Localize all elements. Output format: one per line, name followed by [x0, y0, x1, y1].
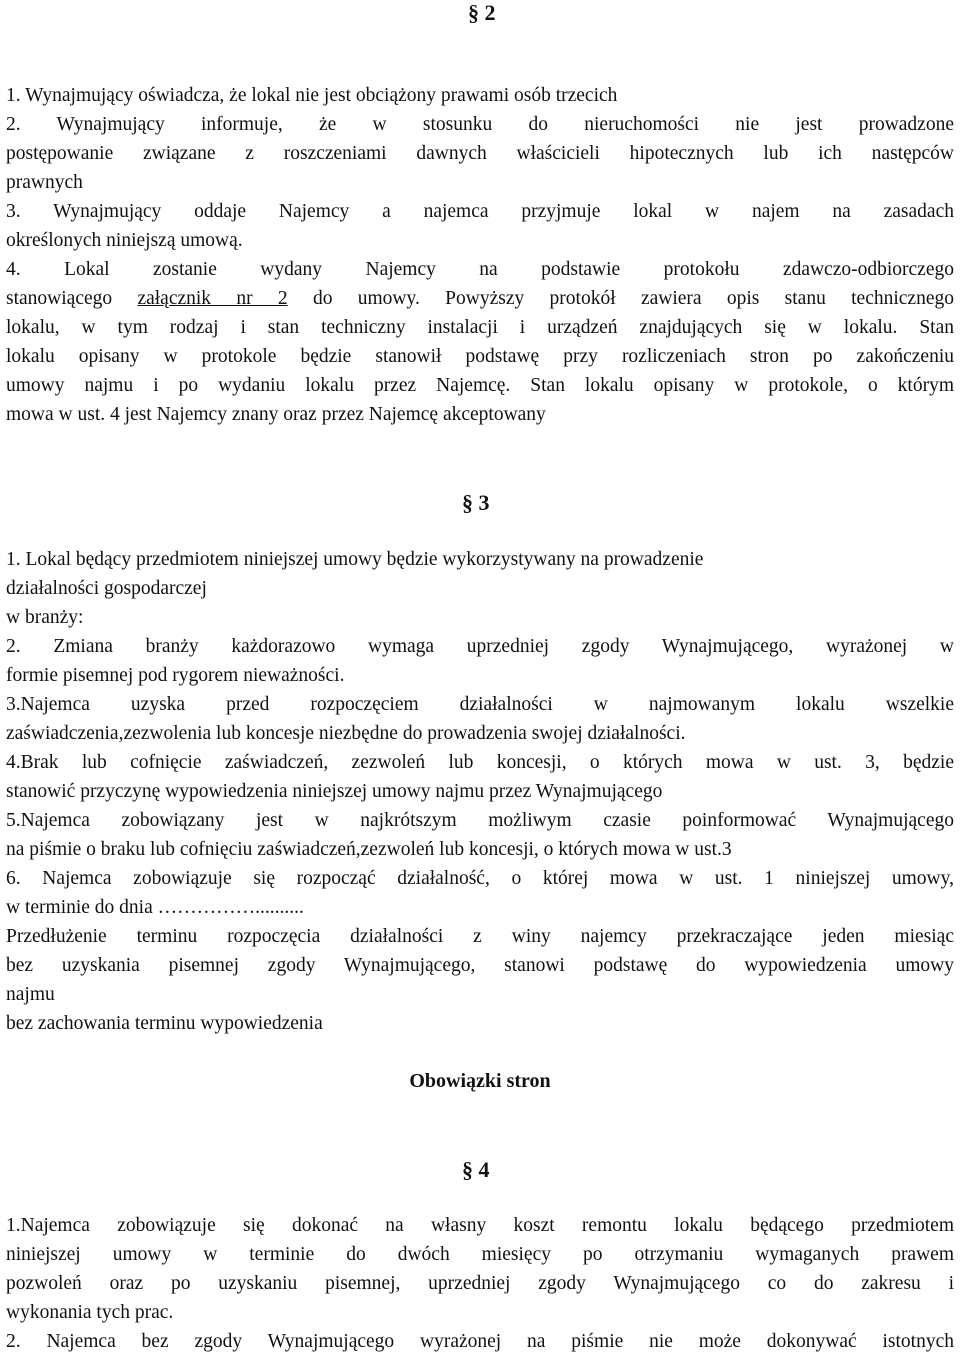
paragraph-line: 4. Lokal zostanie wydany Najemcy na podstawie protokołu zdawczo-odbiorczego: [6, 259, 954, 280]
annex-link[interactable]: załącznik nr 2: [137, 288, 288, 309]
annex-text-after: do umowy. Powyższy protokół zawiera opis stanu technicznego: [287, 288, 954, 309]
section-3-heading: § 3: [462, 490, 490, 515]
section-2-heading: § 2: [468, 0, 496, 25]
paragraph-line: 5.Najemca zobowiązany jest w najkrótszym możliwym czasie poinformować Wynajmującego: [6, 810, 954, 831]
paragraph-line: umowy najmu i po wydaniu lokalu przez Najemcę. Stan lokalu opisany w protokole, o którym: [6, 375, 954, 396]
annex-text-before: stanowiącego: [6, 288, 138, 309]
paragraph-line: lokalu, w tym rodzaj i stan techniczny instalacji i urządzeń znajdujących się w lokalu. Stan: [6, 317, 954, 338]
paragraph-line: 3. Wynajmujący oddaje Najemcy a najemca przyjmuje lokal w najem na zasadach: [6, 201, 954, 222]
paragraph-line: 1. Lokal będący przedmiotem niniejszej umowy będzie wykorzystywany na prowadzenie: [6, 549, 704, 570]
paragraph-line: mowa w ust. 4 jest Najemcy znany oraz przez Najemcę akceptowany: [6, 404, 546, 425]
paragraph-line: 1. Wynajmujący oświadcza, że lokal nie jest obciążony prawami osób trzecich: [6, 85, 618, 106]
paragraph-line: bez zachowania terminu wypowiedzenia: [6, 1013, 323, 1034]
paragraph-line: formie pisemnej pod rygorem nieważności.: [6, 665, 345, 686]
paragraph-line: stanowić przyczynę wypowiedzenia niniejszej umowy najmu przez Wynajmującego: [6, 781, 663, 802]
paragraph-line: prawnych: [6, 172, 83, 193]
paragraph-line: 1.Najemca zobowiązuje się dokonać na własny koszt remontu lokalu będącego przedmiotem: [6, 1215, 954, 1236]
paragraph-line: bez uzyskania pisemnej zgody Wynajmującego, stanowi podstawę do wypowiedzenia umowy: [6, 955, 954, 976]
obowiazki-stron-heading: Obowiązki stron: [409, 1070, 551, 1092]
paragraph-line: w terminie do dnia ……………..........: [6, 897, 304, 918]
paragraph-line: wykonania tych prac.: [6, 1302, 174, 1323]
section-4-heading: § 4: [462, 1157, 490, 1182]
paragraph-line: 3.Najemca uzyska przed rozpoczęciem działalności w najmowanym lokalu wszelkie: [6, 694, 954, 715]
paragraph-line: 4.Brak lub cofnięcie zaświadczeń, zezwoleń lub koncesji, o których mowa w ust. 3, będzie: [6, 752, 954, 773]
paragraph-line: 2. Wynajmujący informuje, że w stosunku do nieruchomości nie jest prowadzone: [6, 114, 954, 135]
paragraph-line: pozwoleń oraz po uzyskaniu pisemnej, uprzedniej zgody Wynajmującego co do zakresu i: [6, 1273, 954, 1294]
paragraph-line: lokalu opisany w protokole będzie stanowił podstawę przy rozliczeniach stron po zakończeniu: [6, 346, 954, 367]
paragraph-line: działalności gospodarczej: [6, 578, 207, 599]
paragraph-line: określonych niniejszą umową.: [6, 230, 243, 251]
paragraph-line: zaświadczenia,zezwolenia lub koncesje niezbędne do prowadzenia swojej działalności.: [6, 723, 686, 744]
paragraph-line: 2. Zmiana branży każdorazowo wymaga uprzedniej zgody Wynajmującego, wyrażonej w: [6, 636, 954, 657]
paragraph-line: postępowanie związane z roszczeniami dawnych właścicieli hipotecznych lub ich następców: [6, 143, 954, 164]
paragraph-line: najmu: [6, 984, 55, 1005]
paragraph-line: Przedłużenie terminu rozpoczęcia działalności z winy najemcy przekraczające jeden miesiąc: [6, 926, 954, 947]
paragraph-line: w branży:: [6, 607, 84, 628]
paragraph-line-annex: [6, 287, 954, 311]
paragraph-line: 2. Najemca bez zgody Wynajmującego wyrażonej na piśmie nie może dokonywać istotnych: [6, 1331, 954, 1352]
paragraph-line: na piśmie o braku lub cofnięciu zaświadczeń,zezwoleń lub koncesji, o których mowa w ust.3: [6, 839, 732, 860]
paragraph-line: 6. Najemca zobowiązuje się rozpocząć działalność, o której mowa w ust. 1 niniejszej umowy,: [6, 868, 954, 889]
paragraph-line: niniejszej umowy w terminie do dwóch miesięcy po otrzymaniu wymaganych prawem: [6, 1244, 954, 1265]
